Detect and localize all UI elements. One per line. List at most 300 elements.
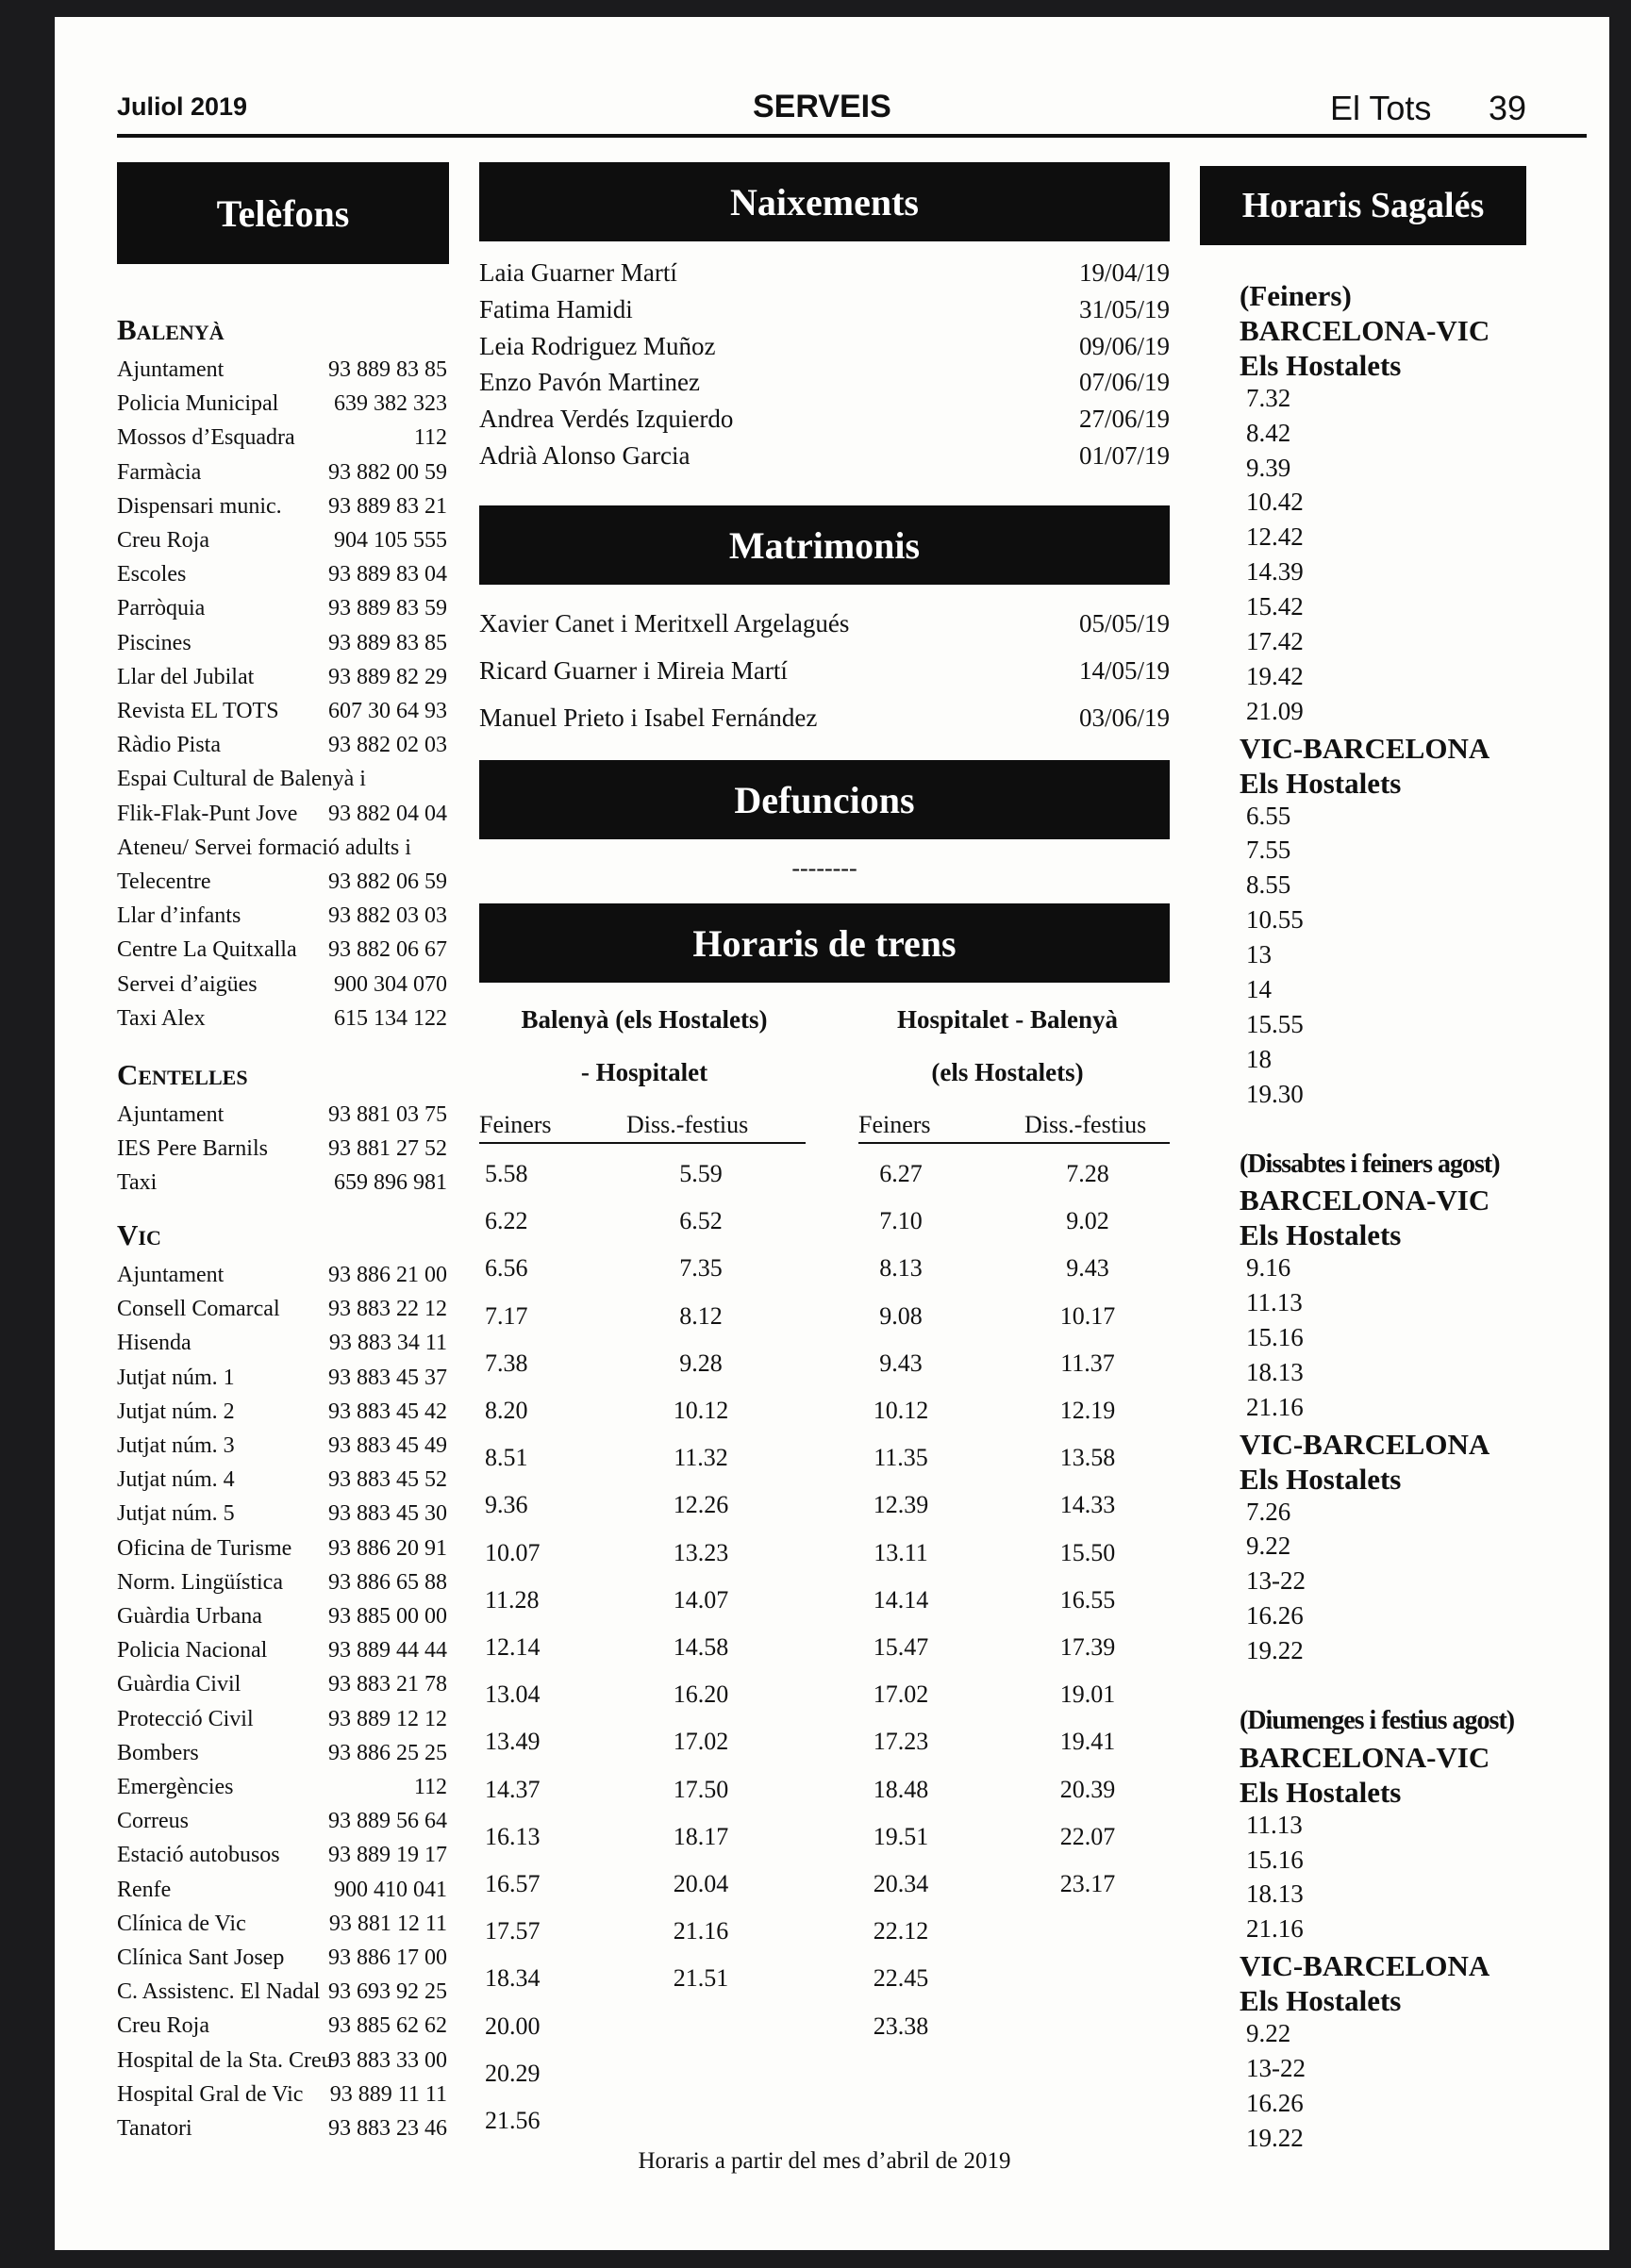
sagales-time: 7.26 — [1246, 1497, 1291, 1526]
sagales-time: 17.42 — [1246, 627, 1304, 655]
sagales-time: 10.42 — [1246, 488, 1304, 517]
train-time: 10.17 — [1059, 1301, 1116, 1330]
telefons-row — [117, 1838, 447, 1872]
telefons-row — [117, 1166, 447, 1200]
sagales-time: 15.16 — [1246, 1323, 1304, 1351]
telefons-group-heading: Vic — [117, 1218, 161, 1251]
train-time: 6.56 — [485, 1254, 528, 1283]
sagales-time: 16.26 — [1246, 1601, 1304, 1631]
telefons-row — [117, 660, 447, 694]
sagales-time: 8.55 — [1246, 870, 1291, 900]
sagales-heading: Els Hostalets — [1240, 1984, 1402, 2018]
train-time: 20.04 — [673, 1870, 729, 1897]
train-time: 22.07 — [1059, 1822, 1116, 1850]
naixement-date: 09/06/19 — [1078, 331, 1170, 360]
sagales-time: 9.16 — [1246, 1253, 1291, 1283]
sagales-time: 18.13 — [1246, 1879, 1304, 1909]
trens-dir1-line2: - Hospitalet — [580, 1058, 708, 1086]
telefons-row-number: 93 886 65 88 — [328, 1569, 447, 1595]
telefons-row — [117, 831, 447, 865]
telefons-row — [117, 1702, 447, 1736]
telefons-row-number: 93 885 00 00 — [328, 1604, 447, 1629]
telefons-row-name: Ateneu/ Servei formació adults i — [117, 835, 411, 860]
train-time: 17.02 — [873, 1680, 929, 1709]
telefons-row-name: Creu Roja — [117, 2013, 209, 2039]
trens-dir2-line2: (els Hostalets) — [931, 1058, 1084, 1086]
sagales-heading: (Feiners) — [1240, 279, 1352, 312]
train-time: 16.13 — [485, 1822, 541, 1850]
train-time: 5.58 — [485, 1160, 528, 1187]
train-time: 22.12 — [873, 1917, 929, 1945]
train-time: 13.04 — [485, 1680, 541, 1709]
telefons-row — [117, 1667, 447, 1701]
train-time: 12.14 — [485, 1633, 541, 1661]
sagales-time: 21.16 — [1246, 1914, 1304, 1944]
naixements-title: Naixements — [479, 162, 1170, 241]
telefons-row-number: 93 889 82 29 — [328, 664, 447, 689]
matrimoni-names: Manuel Prieto i Isabel Fernández — [479, 704, 818, 732]
telefons-row — [117, 1633, 447, 1667]
trens-col-label-2: Diss.-festius — [626, 1111, 749, 1138]
telefons-row-name: Ajuntament — [117, 1102, 225, 1127]
header-page-number: 39 — [1489, 89, 1527, 127]
train-time: 21.51 — [673, 1964, 729, 1993]
telefons-row-number: 93 883 33 00 — [328, 2047, 447, 2073]
telefons-row-number: 607 30 64 93 — [328, 699, 447, 723]
matrimoni-names: Ricard Guarner i Mireia Martí — [479, 656, 788, 685]
sagales-time: 18.13 — [1246, 1357, 1304, 1386]
train-time: 10.12 — [873, 1397, 929, 1424]
train-time: 20.29 — [485, 2059, 541, 2087]
telefons-row-number: 93 881 03 75 — [328, 1102, 447, 1127]
telefons-row — [117, 1907, 447, 1941]
header-section: SERVEIS — [753, 89, 891, 124]
sagales-time: 11.13 — [1246, 1810, 1303, 1839]
train-time: 7.38 — [485, 1349, 528, 1377]
sagales-title: Horaris Sagalés — [1200, 166, 1526, 245]
telefons-row-name: Ràdio Pista — [117, 733, 222, 758]
telefons-row — [117, 1098, 447, 1132]
trens-col-label-4: Diss.-festius — [1024, 1111, 1147, 1138]
sagales-heading: (Diumenges i festius agost) — [1240, 1705, 1515, 1735]
train-time: 12.26 — [673, 1491, 729, 1519]
sagales-time: 15.16 — [1246, 1845, 1304, 1874]
telefons-row-number: 112 — [413, 425, 447, 451]
telefons-row — [117, 762, 447, 796]
telefons-row-number: 93 882 00 59 — [328, 459, 447, 485]
naixement-name: Fatima Hamidi — [479, 294, 633, 323]
train-time: 14.33 — [1059, 1491, 1116, 1519]
naixement-date: 27/06/19 — [1078, 405, 1170, 434]
telefons-row — [117, 1565, 447, 1599]
telefons-row-name: Estació autobusos — [117, 1843, 280, 1868]
train-time: 8.12 — [679, 1301, 723, 1330]
telefons-list — [117, 17, 447, 2186]
telefons-row-name: Clínica Sant Josep — [117, 1945, 285, 1970]
matrimonis-title: Matrimonis — [479, 505, 1170, 585]
telefons-row-number: 93 883 45 42 — [328, 1399, 447, 1424]
telefons-row-number: 93 886 17 00 — [328, 1945, 447, 1970]
telefons-row — [117, 591, 447, 625]
train-time: 19.51 — [873, 1822, 929, 1850]
sagales-time: 19.30 — [1246, 1079, 1304, 1108]
telefons-row — [117, 1292, 447, 1326]
telefons-row-number: 93 889 12 12 — [328, 1706, 447, 1731]
telefons-row-name: Policia Municipal — [117, 391, 279, 417]
telefons-row-number: 93 882 06 59 — [328, 869, 447, 894]
sagales-time: 10.55 — [1246, 905, 1304, 935]
telefons-row-name: Oficina de Turisme — [117, 1535, 292, 1561]
telefons-row-number: 93 889 19 17 — [328, 1843, 447, 1868]
matrimoni-date: 03/06/19 — [1078, 704, 1170, 732]
sagales-time: 9.22 — [1246, 2019, 1291, 2047]
sagales-heading: BARCELONA-VIC — [1240, 1740, 1490, 1774]
defuncions-title: Defuncions — [479, 760, 1170, 839]
trens-title: Horaris de trens — [479, 903, 1170, 983]
telefons-row-name: Consell Comarcal — [117, 1297, 280, 1322]
train-time: 18.48 — [873, 1775, 929, 1803]
train-time: 17.57 — [485, 1917, 541, 1945]
sagales-heading: (Dissabtes i feiners agost) — [1240, 1149, 1500, 1179]
telefons-row-number: 93 882 03 03 — [328, 903, 447, 929]
train-time: 7.10 — [879, 1207, 923, 1235]
telefons-row-name: Telecentre — [117, 869, 211, 894]
trens-dir1-line1: Balenyà (els Hostalets) — [521, 1005, 768, 1034]
telefons-row-name: Correus — [117, 1809, 189, 1834]
train-time: 18.17 — [673, 1822, 729, 1850]
train-time: 9.08 — [879, 1301, 923, 1330]
telefons-row — [117, 1002, 447, 1035]
trens-timetable — [479, 17, 1170, 2186]
train-time: 17.02 — [673, 1728, 729, 1756]
train-time: 6.52 — [679, 1207, 723, 1235]
telefons-row-number: 93 889 44 44 — [328, 1638, 447, 1664]
telefons-row-name: Jutjat núm. 2 — [117, 1399, 235, 1424]
sagales-heading: VIC-BARCELONA — [1240, 1427, 1490, 1461]
sagales-heading: Els Hostalets — [1240, 766, 1402, 800]
telefons-row — [117, 387, 447, 421]
train-time: 18.34 — [485, 1964, 541, 1993]
sagales-time: 7.32 — [1246, 383, 1291, 412]
matrimoni-names: Xavier Canet i Meritxell Argelagués — [479, 609, 850, 637]
telefons-row-name: Guàrdia Civil — [117, 1672, 241, 1697]
trens-col-label-1: Feiners — [479, 1111, 552, 1138]
telefons-row-name: Protecció Civil — [117, 1706, 254, 1731]
telefons-row-number: 900 304 070 — [334, 971, 447, 997]
telefons-row-name: Hisenda — [117, 1331, 191, 1356]
train-time: 15.47 — [873, 1633, 929, 1661]
sagales-time: 21.09 — [1246, 696, 1304, 725]
train-time: 11.37 — [1060, 1349, 1115, 1377]
telefons-row — [117, 1736, 447, 1770]
telefons-row-number: 93 693 92 25 — [328, 1979, 447, 2005]
telefons-row-name: Escoles — [117, 562, 187, 588]
telefons-row-number: 93 882 06 67 — [328, 937, 447, 963]
train-time: 23.17 — [1059, 1870, 1116, 1897]
train-time: 20.00 — [485, 2011, 541, 2040]
train-time: 9.02 — [1066, 1207, 1109, 1235]
telefons-row-number: 93 889 83 85 — [328, 357, 447, 382]
naixement-name: Andrea Verdés Izquierdo — [479, 405, 734, 434]
telefons-row-name: Revista EL TOTS — [117, 699, 279, 723]
train-time: 16.57 — [485, 1870, 541, 1897]
sagales-heading: Els Hostalets — [1240, 1218, 1402, 1252]
train-time: 11.35 — [874, 1444, 928, 1472]
telefons-row-number: 93 889 83 85 — [328, 630, 447, 655]
telefons-row-name: Policia Nacional — [117, 1638, 268, 1664]
train-time: 10.07 — [485, 1538, 541, 1566]
telefons-row — [117, 2044, 447, 2078]
telefons-row-number: 93 882 04 04 — [328, 801, 447, 826]
train-time: 9.43 — [879, 1349, 923, 1377]
telefons-row-name: Jutjat núm. 3 — [117, 1433, 235, 1458]
telefons-row — [117, 1463, 447, 1497]
telefons-row-name: Jutjat núm. 4 — [117, 1467, 235, 1493]
telefons-row — [117, 797, 447, 831]
telefons-row — [117, 1132, 447, 1166]
telefons-row-number: 93 885 62 62 — [328, 2013, 447, 2039]
telefons-row — [117, 1361, 447, 1395]
telefons-row-name: Taxi Alex — [117, 1005, 206, 1031]
sagales-time: 16.26 — [1246, 2088, 1304, 2117]
telefons-title: Telèfons — [117, 162, 449, 264]
telefons-row-name: Llar d’infants — [117, 903, 241, 929]
trens-footnote: Horaris a partir del mes d’abril de 2019 — [638, 2148, 1011, 2174]
train-time: 16.55 — [1059, 1585, 1116, 1614]
telefons-row-number: 112 — [413, 1775, 447, 1799]
telefons-row — [117, 421, 447, 455]
telefons-row-name: Ajuntament — [117, 1263, 225, 1287]
telefons-row — [117, 1599, 447, 1633]
telefons-row-number: 93 889 56 64 — [328, 1809, 447, 1834]
sagales-time: 9.39 — [1246, 453, 1291, 482]
train-time: 15.50 — [1059, 1538, 1116, 1566]
naixement-date: 01/07/19 — [1078, 441, 1170, 470]
train-time: 13.58 — [1059, 1444, 1116, 1472]
matrimoni-date: 05/05/19 — [1078, 609, 1170, 637]
telefons-row — [117, 1326, 447, 1360]
train-time: 11.32 — [674, 1444, 728, 1472]
matrimoni-date: 14/05/19 — [1078, 656, 1170, 685]
naixement-name: Enzo Pavón Martinez — [479, 368, 700, 397]
telefons-row-number: 904 105 555 — [334, 528, 447, 553]
telefons-row-name: Clínica de Vic — [117, 1911, 246, 1936]
sagales-time: 13-22 — [1246, 1566, 1306, 1596]
train-time: 17.23 — [873, 1728, 929, 1756]
telefons-row-name: Taxi — [117, 1170, 158, 1196]
telefons-row — [117, 1395, 447, 1429]
train-time: 7.35 — [679, 1254, 723, 1283]
telefons-row — [117, 1429, 447, 1463]
telefons-row — [117, 1531, 447, 1565]
trens-col-label-3: Feiners — [858, 1111, 931, 1138]
telefons-row — [117, 865, 447, 899]
naixement-date: 07/06/19 — [1078, 368, 1170, 397]
sagales-time: 19.22 — [1246, 1636, 1304, 1665]
telefons-row-name: Ajuntament — [117, 357, 225, 382]
sagales-heading: BARCELONA-VIC — [1240, 313, 1490, 347]
telefons-row-number: 93 886 20 91 — [328, 1535, 447, 1561]
telefons-row — [117, 899, 447, 933]
telefons-row-number: 93 889 11 11 — [329, 2081, 447, 2107]
sagales-heading: BARCELONA-VIC — [1240, 1184, 1490, 1217]
train-time: 7.28 — [1066, 1160, 1109, 1187]
telefons-row — [117, 353, 447, 387]
sagales-time: 14.39 — [1246, 557, 1304, 587]
train-time: 13.11 — [874, 1538, 928, 1566]
sagales-heading: VIC-BARCELONA — [1240, 1949, 1490, 1983]
sagales-time: 21.16 — [1246, 1392, 1304, 1421]
magazine-page — [55, 17, 1609, 2250]
sagales-time: 15.42 — [1246, 592, 1304, 621]
telefons-row — [117, 1497, 447, 1531]
train-time: 19.41 — [1059, 1728, 1116, 1756]
telefons-row — [117, 455, 447, 489]
telefons-row-number: 93 883 45 37 — [328, 1365, 447, 1390]
train-time: 13.23 — [673, 1538, 729, 1566]
telefons-row — [117, 489, 447, 523]
telefons-row-name: Servei d’aigües — [117, 971, 258, 997]
telefons-row — [117, 2111, 447, 2145]
telefons-row-number: 93 882 02 03 — [328, 733, 447, 758]
train-time: 8.20 — [485, 1397, 528, 1424]
sagales-heading: Els Hostalets — [1240, 1775, 1402, 1809]
train-time: 5.59 — [679, 1160, 723, 1187]
train-time: 17.50 — [673, 1775, 729, 1803]
train-time: 17.39 — [1059, 1633, 1116, 1661]
telefons-row-number: 93 886 21 00 — [328, 1263, 447, 1287]
telefons-row-name: Parròquia — [117, 596, 206, 621]
telefons-row-number: 93 883 45 30 — [328, 1501, 447, 1527]
trens-dir2-line1: Hospitalet - Balenyà — [897, 1005, 1118, 1034]
train-time: 9.28 — [679, 1349, 723, 1377]
telefons-row-number: 659 896 981 — [334, 1170, 447, 1196]
train-time: 16.20 — [673, 1680, 729, 1709]
telefons-row — [117, 523, 447, 557]
telefons-row-number: 93 881 27 52 — [328, 1136, 447, 1162]
train-time: 14.07 — [673, 1585, 729, 1614]
sagales-time: 7.55 — [1246, 836, 1291, 865]
telefons-row-name: Bombers — [117, 1740, 199, 1765]
sagales-heading: Els Hostalets — [1240, 1462, 1402, 1496]
telefons-row-name: Llar del Jubilat — [117, 664, 255, 689]
telefons-row — [117, 1804, 447, 1838]
sagales-time: 19.42 — [1246, 661, 1304, 690]
train-time: 13.49 — [485, 1728, 541, 1756]
telefons-row-name: Flik-Flak-Punt Jove — [117, 801, 298, 826]
telefons-row — [117, 2009, 447, 2043]
telefons-row-name: Creu Roja — [117, 528, 209, 553]
train-time: 23.38 — [873, 2011, 929, 2040]
telefons-row-name: Espai Cultural de Balenyà i — [117, 767, 366, 792]
train-time: 21.16 — [673, 1917, 729, 1945]
sagales-heading: VIC-BARCELONA — [1240, 731, 1490, 765]
telefons-row-number: 615 134 122 — [334, 1005, 447, 1031]
sagales-time: 6.55 — [1246, 801, 1291, 830]
telefons-row — [117, 626, 447, 660]
sagales-time: 9.22 — [1246, 1531, 1291, 1561]
telefons-row-name: Piscines — [117, 630, 191, 655]
telefons-row-number: 93 889 83 59 — [328, 596, 447, 621]
telefons-row-number: 93 883 21 78 — [328, 1672, 447, 1697]
header-date: Juliol 2019 — [117, 92, 248, 121]
telefons-row-name: Tanatori — [117, 2116, 192, 2141]
telefons-row-name: Jutjat núm. 1 — [117, 1365, 235, 1390]
telefons-row-number: 93 883 22 12 — [328, 1297, 447, 1322]
sagales-time: 18 — [1246, 1044, 1272, 1073]
defuncions-text: -------- — [791, 854, 857, 882]
sagales-time: 8.42 — [1246, 418, 1291, 447]
telefons-row — [117, 1975, 447, 2009]
train-time: 14.58 — [673, 1633, 729, 1661]
train-time: 6.22 — [485, 1207, 528, 1235]
naixement-name: Laia Guarner Martí — [479, 258, 677, 287]
telefons-row — [117, 968, 447, 1002]
telefons-row-name: IES Pere Barnils — [117, 1136, 268, 1162]
sagales-time: 11.13 — [1246, 1288, 1303, 1317]
telefons-group-heading: Balenyà — [117, 313, 225, 346]
telefons-row-name: Centre La Quitxalla — [117, 937, 297, 963]
telefons-row — [117, 1258, 447, 1292]
train-time: 9.36 — [485, 1491, 528, 1519]
naixement-date: 19/04/19 — [1078, 258, 1170, 287]
telefons-row — [117, 728, 447, 762]
sagales-time: 19.22 — [1246, 2123, 1304, 2152]
telefons-row-name: Emergències — [117, 1775, 234, 1799]
train-time: 20.34 — [873, 1870, 929, 1897]
naixement-name: Leia Rodriguez Muñoz — [479, 331, 716, 360]
train-time: 8.13 — [879, 1254, 923, 1283]
naixement-name: Adrià Alonso Garcia — [479, 441, 691, 470]
sagales-time: 14 — [1246, 975, 1272, 1003]
train-time: 21.56 — [485, 2107, 541, 2134]
telefons-row-number: 93 883 34 11 — [328, 1331, 447, 1356]
train-time: 14.14 — [873, 1585, 929, 1614]
telefons-row — [117, 933, 447, 967]
sagales-time: 13 — [1246, 940, 1272, 969]
train-time: 11.28 — [485, 1585, 540, 1614]
telefons-row-number: 93 881 12 11 — [328, 1911, 447, 1936]
telefons-row-number: 93 883 23 46 — [328, 2116, 447, 2141]
sagales-list — [1240, 17, 1579, 2186]
telefons-row-name: C. Assistenc. El Nadal — [117, 1979, 321, 2005]
telefons-row-number: 93 883 45 49 — [328, 1433, 447, 1458]
train-time: 8.51 — [485, 1444, 528, 1472]
telefons-row — [117, 1770, 447, 1804]
train-time: 9.43 — [1066, 1254, 1109, 1283]
train-time: 19.01 — [1059, 1680, 1116, 1709]
telefons-row-number: 93 889 83 04 — [328, 562, 447, 588]
telefons-row-number: 93 886 25 25 — [328, 1740, 447, 1765]
train-time: 22.45 — [873, 1964, 929, 1993]
telefons-row-name: Mossos d’Esquadra — [117, 425, 295, 451]
telefons-row — [117, 694, 447, 728]
sagales-heading: Els Hostalets — [1240, 348, 1402, 382]
telefons-row-name: Guàrdia Urbana — [117, 1604, 262, 1629]
sagales-time: 13-22 — [1246, 2053, 1306, 2082]
train-time: 6.27 — [879, 1160, 923, 1187]
sagales-time: 12.42 — [1246, 522, 1304, 552]
train-time: 7.17 — [485, 1301, 528, 1330]
train-time: 12.19 — [1059, 1397, 1116, 1424]
telefons-row-name: Renfe — [117, 1877, 172, 1902]
telefons-row-name: Jutjat núm. 5 — [117, 1501, 235, 1527]
train-time: 14.37 — [485, 1775, 541, 1803]
telefons-row-name: Norm. Lingüística — [117, 1569, 283, 1595]
telefons-row — [117, 2078, 447, 2111]
telefons-row-name: Dispensari munic. — [117, 493, 282, 519]
train-time: 10.12 — [673, 1397, 729, 1424]
